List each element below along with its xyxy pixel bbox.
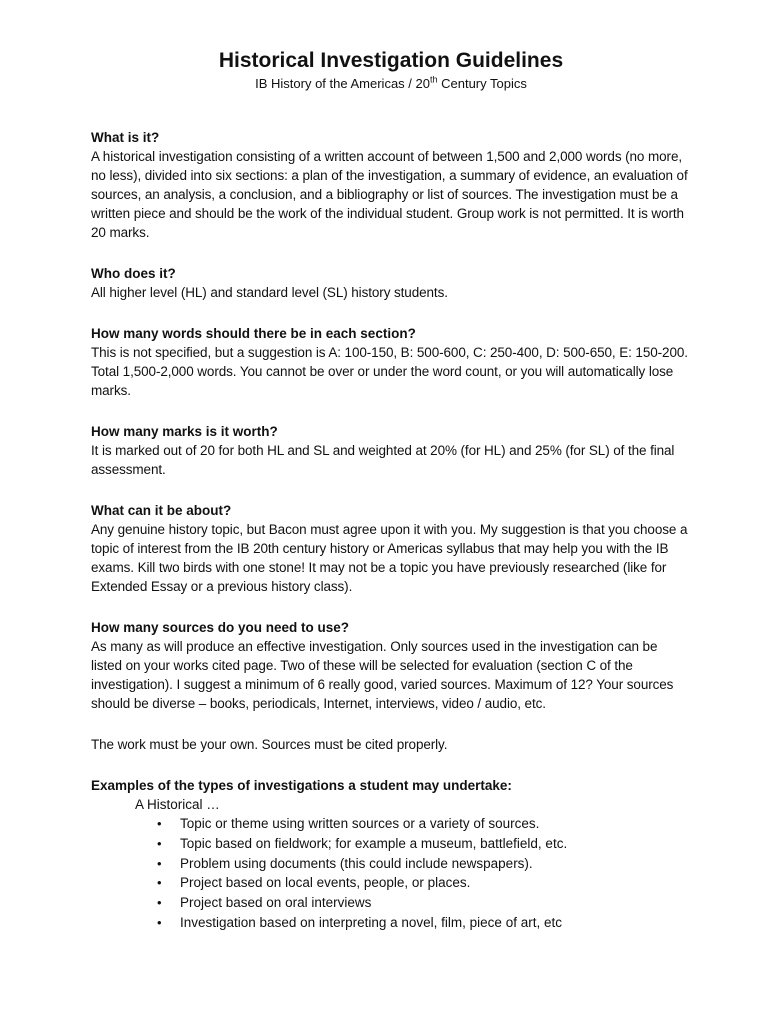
page-subtitle [91, 76, 691, 92]
section-body: As many as will produce an effective investigation. Only sources used in the investigation can be listed on your works cited page. Two of these will be selected for evaluation (section C of the investigation). I suggest a minimum of 6 really good, varied sources. Maximum of 12? Your sources should be diverse – books, periodicals, Internet, interviews, video / audio, etc. [91, 639, 674, 711]
section-note [91, 735, 691, 754]
examples-list [91, 814, 691, 933]
own-work-note: The work must be your own. Sources must be cited properly. [91, 737, 448, 752]
section-body: It is marked out of 20 for both HL and SL and weighted at 20% (for HL) and 25% (for SL) of the final assessment. [91, 443, 675, 477]
section-topic [91, 501, 691, 596]
section-heading: What is it? [91, 130, 160, 145]
subtitle-superscript: th [429, 74, 438, 85]
bullet-icon: • [157, 914, 162, 930]
section-heading: What can it be about? [91, 503, 232, 518]
list-item-text: Investigation based on interpreting a novel, film, piece of art, etc [180, 914, 562, 930]
list-item [157, 893, 691, 913]
list-item [157, 834, 691, 854]
bullet-icon: • [157, 816, 162, 831]
list-item-text: Project based on local events, people, or places. [180, 875, 471, 891]
document-page [91, 48, 691, 933]
section-body: Any genuine history topic, but Bacon must agree upon it with you. My suggestion is that you choose a topic of interest from the IB 20th century history or Americas syllabus that may help you with the IB exams. Kill two birds with one stone! It may not be a topic you have previously researched (like for Extended Essay or a previous history class). [91, 522, 688, 594]
section-heading: How many sources do you need to use? [91, 620, 350, 635]
list-item-text: Project based on oral interviews [180, 895, 372, 911]
bullet-icon: • [157, 875, 162, 891]
list-item [157, 854, 691, 874]
list-item [157, 814, 691, 834]
list-item-text: Topic or theme using written sources or a variety of sources. [180, 816, 540, 831]
page-title: Historical Investigation Guidelines [218, 49, 564, 72]
section-body: All higher level (HL) and standard level (SL) history students. [91, 285, 448, 300]
section-sources [91, 618, 691, 713]
list-item [157, 913, 691, 933]
list-item-text: Topic based on fieldwork; for example a museum, battlefield, etc. [180, 835, 568, 851]
examples-intro: A Historical … [135, 797, 220, 812]
section-marks [91, 422, 691, 479]
section-body: A historical investigation consisting of a written account of between 1,500 and 2,000 words (no more, no less), divided into six sections: a plan of the investigation, a summary of evidence, an evaluation of sources, an analysis, a conclusion, and a bibliography or list of sources. The investigation must be a written piece and should be the work of the individual student. Group work is not permitted. It is worth 20 marks. [91, 149, 688, 240]
section-heading: How many marks is it worth? [91, 424, 278, 439]
section-examples [91, 776, 691, 933]
section-body: This is not specified, but a suggestion is A: 100-150, B: 500-600, C: 250-400, D: 500-650, E: 150-200. Total 1,500-2,000 words. You cannot be over or under the word count, or you will automatically lose marks. [91, 345, 688, 398]
bullet-icon: • [157, 855, 162, 871]
list-item-text: Problem using documents (this could include newspapers). [180, 855, 533, 871]
bullet-icon: • [157, 895, 162, 911]
section-heading: Who does it? [91, 266, 176, 281]
section-what-is-it [91, 128, 691, 242]
list-item [157, 873, 691, 893]
subtitle-suffix: Century Topics [437, 76, 527, 91]
section-heading: How many words should there be in each section? [91, 326, 416, 341]
examples-heading: Examples of the types of investigations a student may undertake: [91, 778, 512, 793]
section-who-does-it [91, 264, 691, 302]
subtitle-prefix: IB History of the Americas / 20 [255, 76, 430, 91]
bullet-icon: • [157, 835, 162, 851]
section-word-counts [91, 324, 691, 400]
